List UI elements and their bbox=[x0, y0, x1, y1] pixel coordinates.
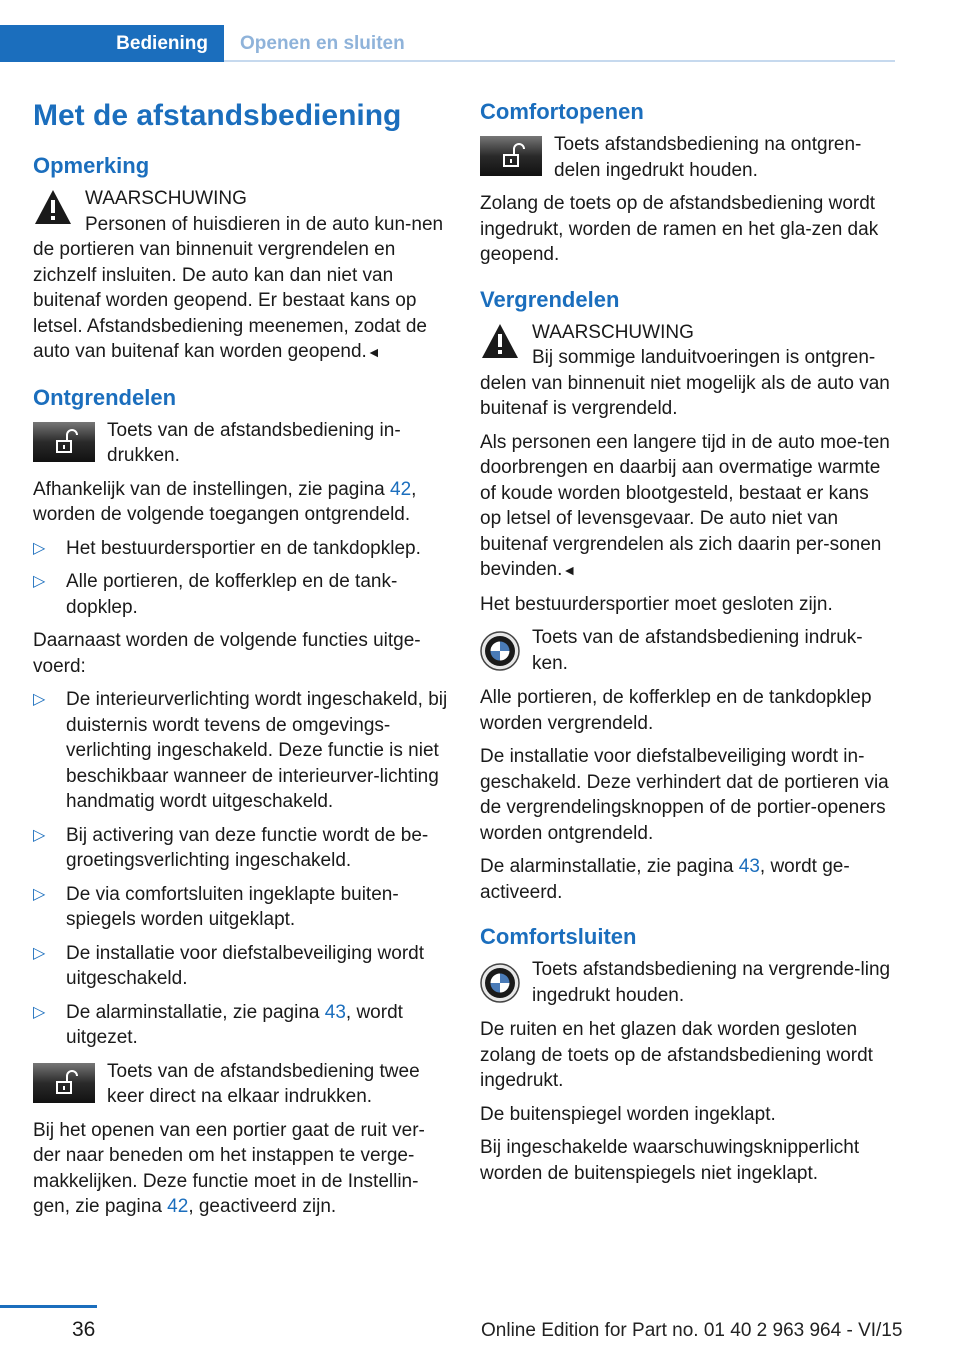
double-press-text: Toets van de afstandsbediening twee keer direct na elkaar indrukken. bbox=[107, 1060, 420, 1107]
section-opmerking bbox=[33, 152, 448, 366]
paragraph: De alarminstallatie, zie pagina 43, wordt ge-activeerd. bbox=[480, 856, 850, 903]
paragraph: De installatie voor diefstalbeveiliging wordt in-geschakeld. Deze verhindert dat de portieren via de vergrendelingsknoppen of de portier-openers worden ontgrendeld. bbox=[480, 746, 889, 844]
paragraph: Bij het openen van een portier gaat de ruit ver-der naar beneden om het instappen te verge-makkelijken. Deze functie moet in de Instellin-gen, zie pagina 42, geactiveerd zijn. bbox=[33, 1119, 425, 1217]
page-link-42[interactable]: 42 bbox=[390, 478, 412, 500]
edition-text: Online Edition for Part no. 01 40 2 963 964 - VI/15 bbox=[481, 1320, 903, 1341]
comfort-open-text: Toets afstandsbediening na ontgren-delen ingedrukt houden. bbox=[554, 134, 862, 181]
heading-ontgrendelen: Ontgrendelen bbox=[33, 384, 177, 410]
paragraph: Het bestuurdersportier moet gesloten zijn. bbox=[480, 593, 833, 615]
paragraph: De ruiten en het glazen dak worden gesloten zolang de toets op de afstandsbediening wordt ingedrukt. bbox=[480, 1019, 873, 1091]
warning-block bbox=[480, 320, 895, 422]
paragraph: Afhankelijk van de instellingen, zie pagina 42, worden de volgende toegangen ontgrendeld. bbox=[33, 478, 417, 525]
warning-block bbox=[33, 186, 448, 366]
bmw-lock-button-icon bbox=[480, 631, 520, 671]
double-press-instruction bbox=[33, 1059, 448, 1110]
bullet-icon: ▷ bbox=[33, 826, 46, 844]
header-tab-bediening[interactable]: Bediening bbox=[0, 25, 224, 62]
warning-text: Bij sommige landuitvoeringen is ontgren-delen van binnenuit niet mogelijk als de auto van buitenaf is vergrendeld. bbox=[480, 347, 890, 419]
end-mark: ◄ bbox=[366, 344, 381, 360]
unlock-instruction-text: Toets van de afstandsbediening in-drukken. bbox=[107, 419, 401, 466]
list-item: ▷ Bij activering van deze functie wordt de be-groetingsverlichting ingeschakeld. bbox=[33, 824, 429, 871]
section-vergrendelen bbox=[480, 286, 895, 906]
paragraph: Daarnaast worden de volgende functies uitge-voerd: bbox=[33, 630, 421, 677]
list-unlocked-doors bbox=[33, 536, 448, 621]
bullet-icon: ▷ bbox=[33, 1003, 46, 1021]
warning-text-continued: Als personen een langere tijd in de auto moe-ten doorbrengen en daarbij aan overmatige warmte of koude worden blootgesteld, bestaat er kans op letsel of levensgevaar. De auto niet van buitenaf vergrendelen als zich daarin per-sonen bevinden.◄ bbox=[480, 431, 890, 580]
section-comfortsluiten bbox=[480, 923, 895, 1186]
bullet-icon: ▷ bbox=[33, 885, 46, 903]
page-link-42[interactable]: 42 bbox=[167, 1196, 189, 1217]
unlock-instruction bbox=[33, 418, 448, 469]
warning-text: Personen of huisdieren in de auto kun-nen de portieren van binnenuit vergrendelen en zichzelf insluiten. De auto kan dan niet van buitenaf worden geopend. Er bestaat kans op letsel. Afstandsbediening meenemen, zodat de auto van buitenaf kan worden geopend.◄ bbox=[33, 213, 444, 362]
list-item: ▷ Het bestuurdersportier en de tankdopklep. bbox=[33, 536, 448, 562]
warning-triangle-icon bbox=[480, 322, 520, 360]
page-link-43[interactable]: 43 bbox=[324, 1001, 346, 1023]
heading-vergrendelen: Vergrendelen bbox=[480, 286, 620, 312]
unlock-button-icon bbox=[33, 422, 95, 462]
unlock-button-icon bbox=[33, 1063, 95, 1103]
list-item: ▷ De interieurverlichting wordt ingeschakeld, bij duisternis wordt tevens de omgevings-verlichting ingeschakeld. Deze functie is niet beschikbaar wanneer de interieurver-lichting handmatig wordt uitgeschakeld. bbox=[33, 689, 448, 812]
warning-label: WAARSCHUWING bbox=[532, 321, 694, 343]
warning-triangle-icon bbox=[33, 188, 73, 226]
bullet-icon: ▷ bbox=[33, 539, 46, 557]
comfort-close-instruction bbox=[480, 957, 895, 1009]
bullet-icon: ▷ bbox=[33, 944, 46, 962]
section-ontgrendelen bbox=[33, 384, 448, 1220]
unlock-button-icon bbox=[480, 136, 542, 176]
list-item: ▷ De via comfortsluiten ingeklapte buiten-spiegels worden uitgeklapt. bbox=[33, 883, 399, 930]
bmw-lock-button-icon bbox=[480, 963, 520, 1003]
section-comfortopenen bbox=[480, 98, 895, 268]
lock-instruction-text: Toets van de afstandsbediening indruk-ken. bbox=[532, 627, 863, 674]
page-link-43[interactable]: 43 bbox=[738, 856, 760, 877]
header-divider bbox=[224, 60, 895, 62]
heading-comfortopenen: Comfortopenen bbox=[480, 99, 644, 124]
heading-comfortsluiten: Comfortsluiten bbox=[480, 924, 637, 949]
list-item: ▷ Alle portieren, de kofferklep en de tank-dopklep. bbox=[33, 571, 398, 618]
lock-instruction bbox=[480, 625, 895, 677]
page-header bbox=[0, 25, 895, 62]
left-column bbox=[33, 98, 448, 1238]
bullet-icon: ▷ bbox=[33, 691, 46, 708]
heading-opmerking: Opmerking bbox=[33, 153, 150, 178]
comfort-open-instruction bbox=[480, 132, 895, 183]
right-column bbox=[480, 98, 895, 1204]
paragraph: Bij ingeschakelde waarschuwingsknipperlicht worden de buitenspiegels niet ingeklapt. bbox=[480, 1137, 860, 1184]
bullet-icon: ▷ bbox=[33, 573, 46, 590]
page-number: 36 bbox=[72, 1318, 96, 1341]
comfort-close-text: Toets afstandsbediening na vergrende-ling ingedrukt houden. bbox=[532, 959, 891, 1006]
paragraph: Alle portieren, de kofferklep en de tankdopklep worden vergrendeld. bbox=[480, 687, 872, 734]
footer-accent-bar bbox=[0, 1305, 97, 1308]
page-title: Met de afstandsbediening bbox=[33, 99, 402, 132]
warning-label: WAARSCHUWING bbox=[85, 188, 247, 209]
list-item: ▷ De installatie voor diefstalbeveiliging wordt uitgeschakeld. bbox=[33, 942, 425, 989]
end-mark: ◄ bbox=[562, 562, 577, 578]
list-item: ▷ De alarminstallatie, zie pagina 43, wordt uitgezet. bbox=[33, 1001, 403, 1048]
paragraph: Zolang de toets op de afstandsbediening wordt ingedrukt, worden de ramen en het gla-zen dak geopend. bbox=[480, 193, 879, 265]
list-functions bbox=[33, 687, 448, 1051]
header-tab-openen-en-sluiten[interactable]: Openen en sluiten bbox=[240, 32, 405, 54]
paragraph: De buitenspiegel worden ingeklapt. bbox=[480, 1103, 776, 1125]
